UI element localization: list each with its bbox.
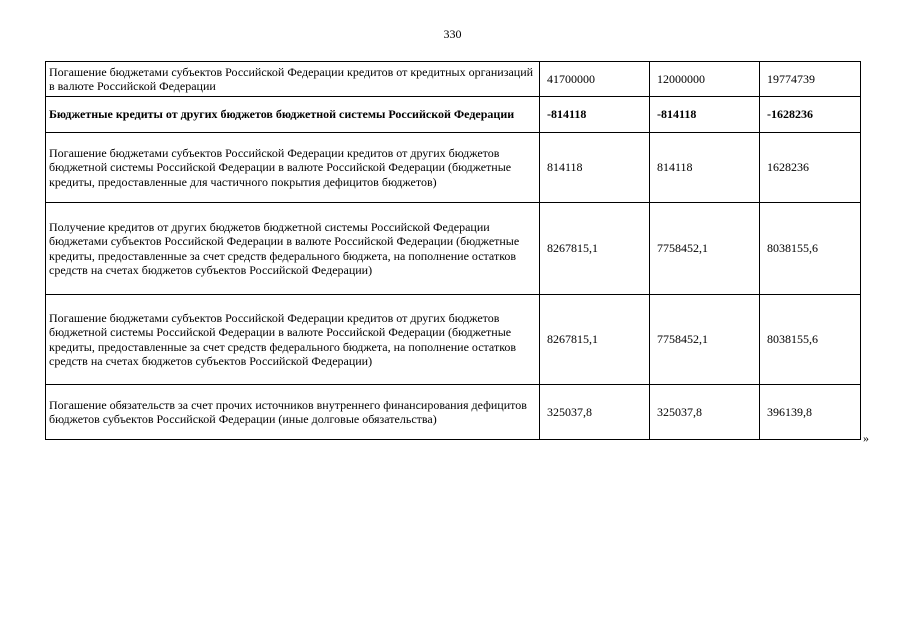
row-value-2: 325037,8 xyxy=(650,385,760,440)
row-label: Погашение бюджетами субъектов Российской Федерации кредитов от кредитных организаций в валюте Российской Федерации xyxy=(46,62,540,97)
row-value-1: 41700000 xyxy=(540,62,650,97)
row-value-2: -814118 xyxy=(650,97,760,133)
page-number: 330 xyxy=(443,27,462,41)
row-value-2: 12000000 xyxy=(650,62,760,97)
row-value-3: 8038155,6 xyxy=(760,203,861,295)
row-label: Погашение бюджетами субъектов Российской Федерации кредитов от других бюджетов бюджетной системы Российской Федерации в валюте Российской Федерации (бюджетные кредиты, предоставленные для частичного покрытия дефицитов бюджетов) xyxy=(46,133,540,203)
table-row xyxy=(46,97,861,133)
budget-sources-table xyxy=(45,61,861,440)
row-label: Бюджетные кредиты от других бюджетов бюджетной системы Российской Федерации xyxy=(46,97,540,133)
row-value-3: 1628236 xyxy=(760,133,861,203)
row-value-1: 814118 xyxy=(540,133,650,203)
row-value-3: 19774739 xyxy=(760,62,861,97)
row-value-3: 396139,8 xyxy=(760,385,861,440)
row-label: Получение кредитов от других бюджетов бюджетной системы Российской Федерации бюджетами субъектов Российской Федерации в валюте Российской Федерации (бюджетные кредиты, предоставленные за счет средств федерального бюджета, на пополнение остатков средств на счетах бюджетов субъектов Российской Федерации) xyxy=(46,203,540,295)
table-row xyxy=(46,295,861,385)
row-value-2: 7758452,1 xyxy=(650,203,760,295)
row-value-3: 8038155,6 xyxy=(760,295,861,385)
row-value-1: 8267815,1 xyxy=(540,295,650,385)
row-value-2: 7758452,1 xyxy=(650,295,760,385)
table-row xyxy=(46,385,861,440)
table-row xyxy=(46,133,861,203)
table-row xyxy=(46,62,861,97)
row-value-1: 325037,8 xyxy=(540,385,650,440)
row-label: Погашение бюджетами субъектов Российской Федерации кредитов от других бюджетов бюджетной системы Российской Федерации в валюте Российской Федерации (бюджетные кредиты, предоставленные за счет средств федерального бюджета, на пополнение остатков средств на счетах бюджетов субъектов Российской Федерации) xyxy=(46,295,540,385)
row-label: Погашение обязательств за счет прочих источников внутреннего финансирования дефицитов бюджетов субъектов Российской Федерации (иные долговые обязательства) xyxy=(46,385,540,440)
closing-quote-mark: » xyxy=(863,431,869,445)
row-value-2: 814118 xyxy=(650,133,760,203)
row-value-1: 8267815,1 xyxy=(540,203,650,295)
table-row xyxy=(46,203,861,295)
row-value-3: -1628236 xyxy=(760,97,861,133)
row-value-1: -814118 xyxy=(540,97,650,133)
